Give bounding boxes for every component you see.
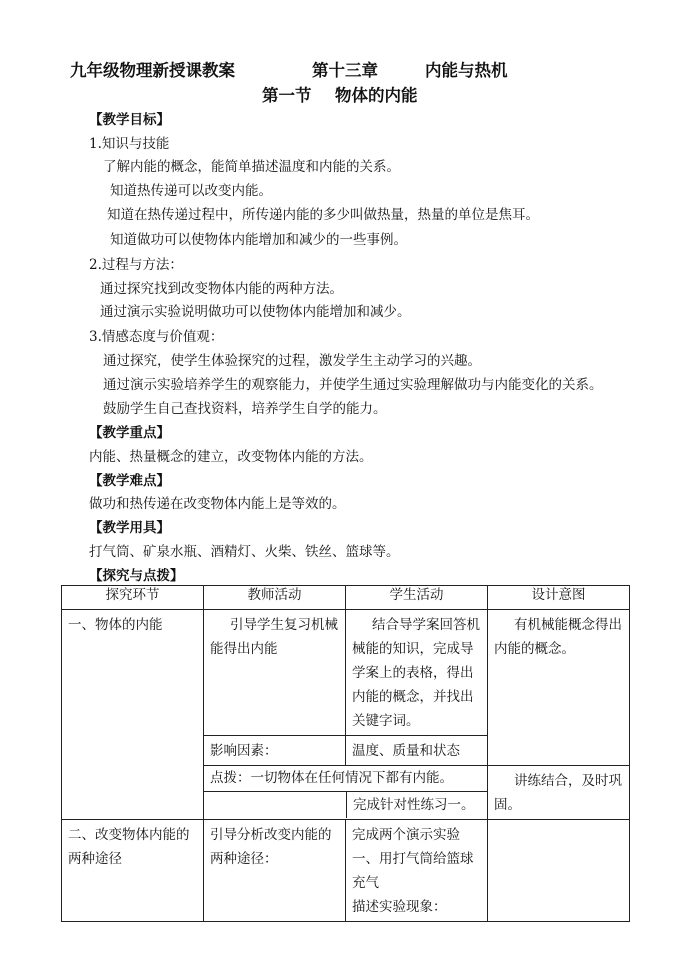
intent-text: 有机械能概念得出内能的概念。 (494, 617, 622, 657)
teacher-text: 引导分析改变内能的两种途径： (210, 827, 332, 867)
intent-text: 讲练结合，及时巩固。 (494, 773, 622, 813)
tools-text: 打气筒、矿泉水瓶、酒精灯、火柴、铁丝、篮球等。 (89, 544, 400, 560)
table-header-teacher: 教师活动 (204, 586, 346, 610)
objectives-heading: 【教学目标】 (89, 112, 170, 128)
student-line: 一、用打气筒给篮球充气 (352, 851, 474, 891)
knowledge-item: 知道热传递可以改变内能。 (110, 183, 272, 199)
explore-heading: 【探究与点拨】 (89, 568, 184, 584)
doc-title: 九年级物理新授课教案 (70, 61, 235, 80)
chapter-topic: 内能与热机 (425, 61, 508, 80)
stage-text: 一、物体的内能 (68, 617, 163, 633)
table-header-intent: 设计意图 (488, 586, 630, 610)
hint-text: 点拨：一切物体在任何情况下都有内能。 (204, 766, 487, 792)
section-number: 第一节 (262, 86, 312, 105)
chapter-number: 第十三章 (312, 61, 378, 80)
difficulties-text: 做功和热传递在改变物体内能上是等效的。 (89, 496, 346, 512)
teacher-text: 引导学生复习机械能得出内能 (210, 617, 338, 657)
table-cell-teacher: 影响因素： (204, 736, 346, 766)
attitude-item: 通过探究，使学生体验探究的过程，激发学生主动学习的兴趣。 (103, 353, 481, 369)
table-header-stage: 探究环节 (62, 586, 204, 610)
table-cell-intent (488, 610, 630, 766)
student-line: 描述实验现象： (352, 899, 447, 915)
table-header-student: 学生活动 (346, 586, 488, 610)
table-cell-student (346, 820, 488, 922)
section-topic: 物体的内能 (335, 86, 418, 105)
student-text: 结合导学案回答机械能的知识，完成导学案上的表格，得出内能的概念，并找出关键字词。 (352, 617, 480, 729)
attitude-item: 通过演示实验培养学生的观察能力，并使学生通过实验理解做功与内能变化的关系。 (103, 377, 603, 393)
table-cell-student: 温度、质量和状态 (346, 736, 488, 766)
stage-text: 二、改变物体内能的两种途径 (68, 827, 190, 867)
table-cell-teacher (204, 820, 346, 922)
process-title: 2.过程与方法： (89, 257, 183, 273)
table-cell-teacher (204, 610, 346, 736)
table-cell-intent (488, 820, 630, 922)
knowledge-title: 1.知识与技能 (89, 136, 170, 152)
table-cell-hint-split (204, 766, 488, 820)
tools-heading: 【教学用具】 (89, 520, 170, 536)
student-line: 完成两个演示实验 (352, 827, 460, 843)
table-cell-stage (62, 820, 204, 922)
table-cell-stage (62, 610, 204, 820)
student-practice-text: 完成针对性练习一。 (346, 792, 481, 818)
process-item: 通过探究找到改变物体内能的两种方法。 (100, 281, 343, 297)
knowledge-item: 知道做功可以使物体内能增加和减少的一些事例。 (110, 232, 407, 248)
table-cell-intent (488, 766, 630, 820)
knowledge-item: 了解内能的概念，能简单描述温度和内能的关系。 (103, 159, 400, 175)
difficulties-heading: 【教学难点】 (89, 473, 170, 489)
attitude-item: 鼓励学生自己查找资料，培养学生自学的能力。 (103, 401, 387, 417)
key-points-heading: 【教学重点】 (89, 425, 170, 441)
key-points-text: 内能、热量概念的建立，改变物体内能的方法。 (89, 449, 373, 465)
explore-table (61, 585, 630, 922)
process-item: 通过演示实验说明做功可以使物体内能增加和减少。 (100, 304, 411, 320)
knowledge-item: 知道在热传递过程中，所传递内能的多少叫做热量，热量的单位是焦耳。 (107, 207, 539, 223)
table-cell-student (346, 610, 488, 736)
attitude-title: 3.情感态度与价值观： (89, 329, 224, 345)
